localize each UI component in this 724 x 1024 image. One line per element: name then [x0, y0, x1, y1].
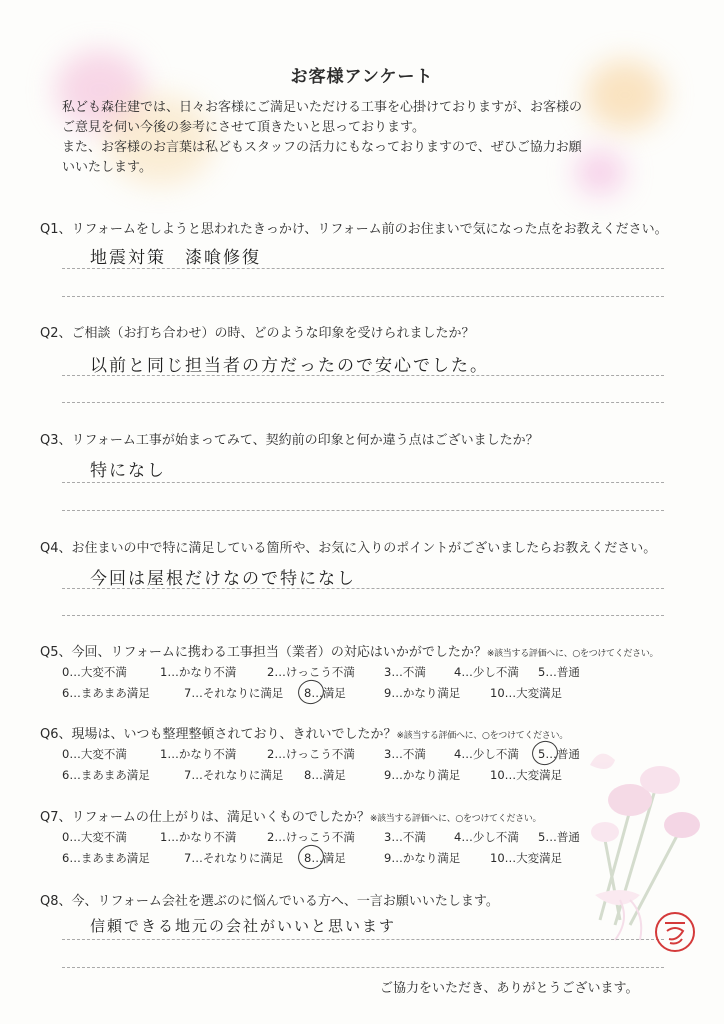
- rating-option-5: 5…普通: [538, 747, 580, 761]
- question-7-label: Q7、リフォームの仕上がりは、満足いくものでしたか？: [40, 810, 370, 825]
- rating-option-8: 8…満足: [304, 686, 346, 700]
- rating-option-3: 3…不満: [384, 665, 426, 679]
- rating-option-1: 1…かなり不満: [160, 665, 237, 679]
- question-6-label: Q6、現場は、いつも整理整頓されており、きれいでしたか？: [40, 727, 397, 742]
- question-6: [40, 723, 690, 742]
- answer-4: 今回は屋根だけなので特になし: [90, 569, 356, 589]
- answer-line: [62, 967, 664, 968]
- rating-option-10: 10…大変満足: [490, 686, 563, 700]
- rating-option-0: 0…大変不満: [62, 830, 127, 844]
- rating-option-7: 7…それなりに満足: [184, 768, 284, 782]
- answer-line: [62, 296, 664, 297]
- question-5: [40, 641, 690, 660]
- intro-line: また、お客様のお言葉は私どもスタッフの活力にもなっておりますので、ぜひご協力お願: [62, 140, 582, 155]
- rating-option-10: 10…大変満足: [490, 768, 563, 782]
- question-7-note: ※該当する評価へに、○をつけてください。: [369, 814, 542, 824]
- question-8: Q8、今、リフォーム会社を選ぶのに悩んでいる方へ、一言お願いいたします。: [40, 894, 499, 909]
- intro-text: [62, 98, 672, 178]
- rating-option-3: 3…不満: [384, 830, 426, 844]
- rating-option-5: 5…普通: [538, 830, 580, 844]
- answer-8: 信頼できる地元の会社がいいと思います: [90, 917, 397, 935]
- rating-option-0: 0…大変不満: [62, 665, 127, 679]
- answer-line: [62, 615, 664, 616]
- question-3: Q3、リフォーム工事が始まってみて、契約前の印象と何か違う点はございましたか？: [40, 433, 539, 448]
- question-5-label: Q5、今回、リフォームに携わる工事担当（業者）の対応はいかがでしたか？: [40, 645, 487, 660]
- selected-rating-circle: [295, 842, 326, 872]
- answer-2: 以前と同じ担当者の方だったので安心でした。: [90, 356, 489, 376]
- rating-scale-q7: [62, 829, 662, 877]
- rating-option-10: 10…大変満足: [490, 851, 563, 865]
- answer-line: [62, 939, 664, 940]
- rating-option-9: 9…かなり満足: [384, 851, 461, 865]
- question-2: Q2、ご相談（お打ち合わせ）の時、どのような印象を受けられましたか？: [40, 326, 475, 341]
- rating-option-5: 5…普通: [538, 665, 580, 679]
- page-title: お客様アンケート: [290, 67, 434, 87]
- handwritten-seal-stamp: [650, 905, 700, 955]
- closing-message: ご協力をいただき、ありがとうございます。: [380, 981, 639, 996]
- rating-scale-q5: [62, 664, 662, 712]
- answer-line: [62, 482, 664, 483]
- answer-line: [62, 510, 664, 511]
- rating-option-7: 7…それなりに満足: [184, 851, 284, 865]
- answer-line: [62, 588, 664, 589]
- answer-line: [62, 402, 664, 403]
- question-4: Q4、お住まいの中で特に満足している箇所や、お気に入りのポイントがございましたらお教えください。: [40, 541, 657, 556]
- selected-rating-circle: [295, 677, 326, 707]
- rating-option-9: 9…かなり満足: [384, 686, 461, 700]
- question-5-note: ※該当する評価へに、○をつけてください。: [486, 649, 659, 659]
- answer-1: 地震対策 漆喰修復: [90, 248, 261, 268]
- rating-option-7: 7…それなりに満足: [184, 686, 284, 700]
- question-1: Q1、リフォームをしようと思われたきっかけ、リフォーム前のお住まいで気になった点をお教えください。: [40, 222, 668, 237]
- rating-option-0: 0…大変不満: [62, 747, 127, 761]
- selected-rating-circle: [529, 738, 560, 768]
- rating-option-4: 4…少し不満: [454, 665, 519, 679]
- answer-line: [62, 375, 664, 376]
- question-7: [40, 806, 690, 825]
- rating-option-2: 2…けっこう不満: [267, 747, 355, 761]
- rating-option-6: 6…まあまあ満足: [62, 851, 150, 865]
- rating-option-6: 6…まあまあ満足: [62, 768, 150, 782]
- intro-line: いいたします。: [62, 160, 152, 175]
- answer-line: [62, 268, 664, 269]
- rating-option-9: 9…かなり満足: [384, 768, 461, 782]
- rating-option-2: 2…けっこう不満: [267, 830, 355, 844]
- question-6-note: ※該当する評価へに、○をつけてください。: [396, 731, 568, 741]
- rating-option-2: 2…けっこう不満: [267, 665, 355, 679]
- rating-scale-q6: [62, 746, 662, 794]
- rating-option-3: 3…不満: [384, 747, 426, 761]
- answer-3: 特になし: [90, 461, 166, 481]
- intro-line: 私ども森住建では、日々お客様にご満足いただける工事を心掛けておりますが、お客様の: [62, 100, 583, 115]
- rating-option-8: 8…満足: [304, 851, 346, 865]
- intro-line: ご意見を伺い今後の参考にさせて頂きたいと思っております。: [62, 120, 425, 135]
- rating-option-4: 4…少し不満: [454, 830, 519, 844]
- rating-option-4: 4…少し不満: [454, 747, 519, 761]
- rating-option-8: 8…満足: [304, 768, 346, 782]
- rating-option-1: 1…かなり不満: [160, 830, 237, 844]
- rating-option-1: 1…かなり不満: [160, 747, 237, 761]
- rating-option-6: 6…まあまあ満足: [62, 686, 150, 700]
